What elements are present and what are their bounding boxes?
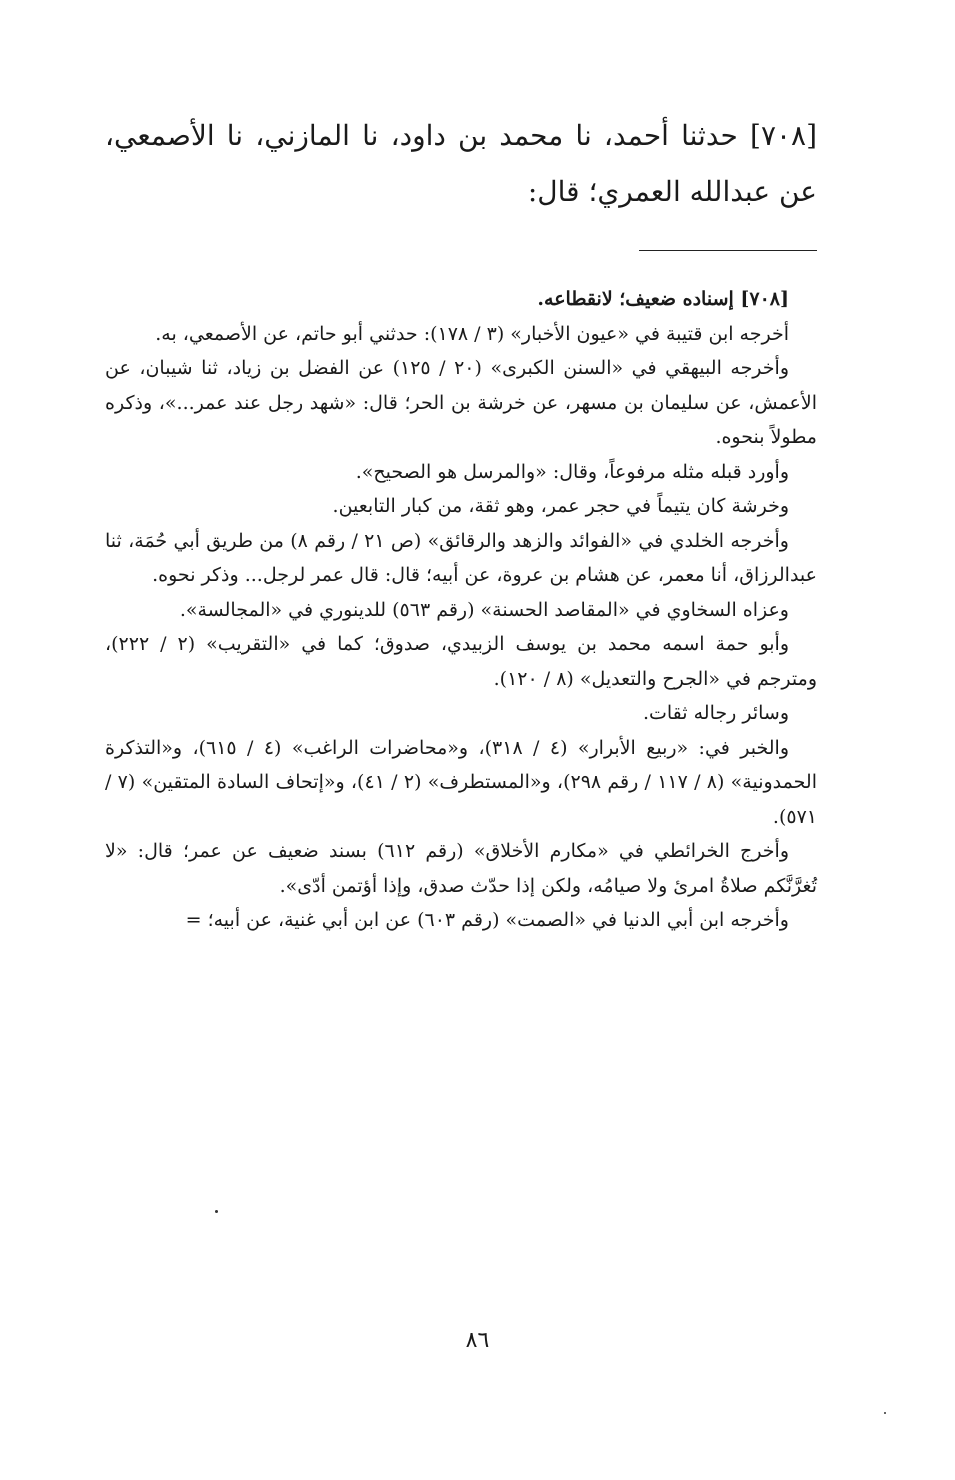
footnote-paragraph: وأورد قبله مثله مرفوعاً، وقال: «والمرسل هو الصحيح». bbox=[355, 460, 789, 483]
footnote-heading: [٧٠٨] إسناده ضعيف؛ لانقطاعه. bbox=[537, 288, 789, 310]
footnotes bbox=[105, 282, 817, 938]
footnote-separator bbox=[639, 250, 817, 251]
footnote-paragraph: وأخرجه الخلدي في «الفوائد والزهد والرقائق» (ص ٢١ / رقم ٨) من طريق أبي حُمَة، ثنا عبدالرزاق، أنا معمر، عن هشام بن عروة، عن أبيه؛ قال: قال عمر لرجل... وذكر نحوه. bbox=[105, 529, 817, 586]
page-number: ٨٦ bbox=[465, 1328, 490, 1353]
footnote-paragraph: وأخرجه البيهقي في «السنن الكبرى» (٢٠ / ١٢٥) عن الفضل بن زياد، ثنا شيبان، عن الأعمش، عن سليمان بن مسهر، عن خرشة بن الحر؛ قال: «شهد رجل عند عمر...»، وذكره مطولاً بنحوه. bbox=[105, 357, 817, 448]
footnote-paragraph: وخرشة كان يتيماً في حجر عمر، وهو ثقة، من كبار التابعين. bbox=[332, 495, 789, 517]
print-speck bbox=[884, 1412, 886, 1414]
footnote-paragraph: وأبو حمة اسمه محمد بن يوسف الزبيدي، صدوق؛ كما في «التقريب» (٢ / ٢٢٢)، ومترجم في «الجرح والتعديل» (٨ / ١٢٠). bbox=[105, 633, 817, 690]
footnote-paragraph: أخرجه ابن قتيبة في «عيون الأخبار» (٣ / ١٧٨): حدثني أبو حاتم، عن الأصمعي، به. bbox=[155, 322, 789, 345]
footnote-paragraph: وأخرجه ابن أبي الدنيا في «الصمت» (رقم ٦٠٣) عن ابن أبي غنية، عن أبيه؛ = bbox=[185, 909, 789, 931]
main-text: [٧٠٨] حدثنا أحمد، نا محمد بن داود، نا المازني، نا الأصمعي، عن عبدالله العمري؛ قال: bbox=[105, 119, 817, 208]
footnote-paragraph: والخبر في: «ربيع الأبرار» (٤ / ٣١٨)، و«محاضرات الراغب» (٤ / ٦١٥)، و«التذكرة الحمدونية» (٨ / ١١٧ / رقم ٢٩٨)، و«المستطرف» (٢ / ٤١)، و«إتحاف السادة المتقين» (٧ / ٥٧١). bbox=[105, 736, 817, 828]
footnote-paragraph: وأخرج الخرائطي في «مكارم الأخلاق» (رقم ٦١٢) بسند ضعيف عن عمر؛ قال: «لا تُغرَّنَّكم صلاةُ امرئ ولا صيامُه، ولكن إذا حدّث صدق، وإذا أؤتمن أدّى». bbox=[105, 840, 817, 897]
footnote-paragraph: وسائر رجاله ثقات. bbox=[642, 702, 789, 724]
print-speck bbox=[215, 1210, 218, 1213]
footnote-paragraph: وعزاه السخاوي في «المقاصد الحسنة» (رقم ٥٦٣) للدينوري في «المجالسة». bbox=[179, 598, 789, 621]
